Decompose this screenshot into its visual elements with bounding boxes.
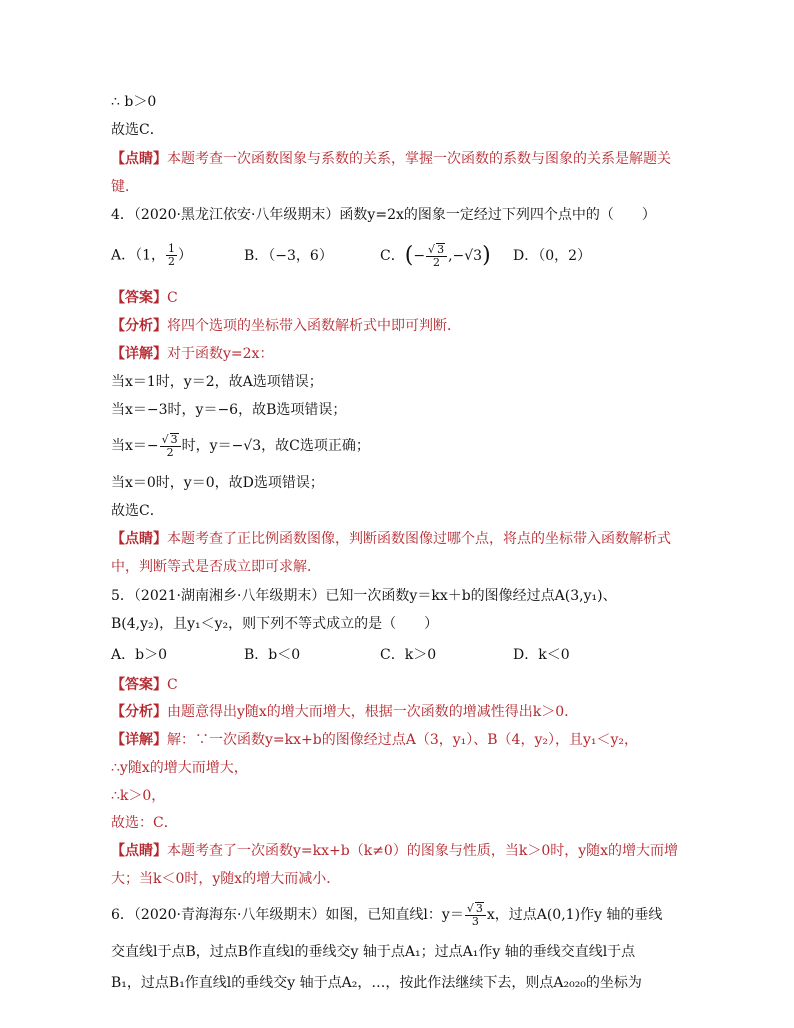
q4-option-c: C．(− $\frac{√ 3}{2}$ ,−√3) [380,243,491,269]
q4-option-d: D．（0，2） [513,248,592,264]
q5-option-b: B．b＜0 [244,647,301,663]
q4-option-a: A．（1， $\frac{1}{2}$ ） [111,242,193,268]
q5-stem-line-1: 5．（2021·湖南湘乡·八年级期末）已知一次函数y＝kx＋b的图像经过点A(3,y₁)、 [111,588,617,604]
comment-text: 本题考查一次函数图象与系数的关系，掌握一次函数的系数与图象的关系是解题关 [167,151,671,167]
prev-choose-line: 故选C． [111,122,164,138]
q5-detail: 【详解】解：∵一次函数y=kx+b的图像经过点A（3，y₁）、B（4，y₂），且y₁＜y₂， [111,732,639,748]
q4-answer: 【答案】C [111,290,178,306]
q6-stem-line-1: 6．（2020·青海海东·八年级期末）如图，已知直线l：y＝ $\frac{√ 3}{3}$ x，过点A(0,1)作y 轴的垂线 [111,902,663,928]
fraction: $\frac{√ 3}{3}$ [465,902,486,928]
q4-comment-line-2: 中，判断等式是否成立即可求解． [111,559,321,575]
q5-detail-line-2: ∴k＞0， [111,788,166,804]
q5-stem-line-2: B(4,y₂)，且y₁＜y₂，则下列不等式成立的是（ ） [111,616,439,632]
q4-detail-line-1: 当x＝1时，y＝2，故A选项错误； [111,374,323,390]
q4-detail-line-3: 当x＝− $\frac{√ 3}{2}$ 时，y＝−√3，故C选项正确； [111,433,370,459]
q4-option-b: B．（−3，6） [244,248,333,264]
prev-comment-line-2: 键． [111,179,139,195]
q6-stem-line-3: B₁，过点B₁作直线l的垂线交y 轴于点A₂，…，按此作法继续下去，则点A₂₀₂₀的坐标为 [111,975,642,991]
q4-choose: 故选C． [111,503,164,519]
q5-comment-line-2: 大；当k＜0时，y随x的增大而减小． [111,871,341,887]
q5-option-d: D．k＜0 [513,647,570,663]
comment-tag: 【点睛】 [111,151,167,167]
fraction: $\frac{√ 3}{2}$ [426,243,447,269]
q5-answer: 【答案】C [111,677,178,693]
q5-comment-line-1: 【点睛】本题考查了一次函数y=kx+b（k≠0）的图象与性质，当k＞0时，y随x的增大而增 [111,843,679,859]
therefore-b-line: ∴ b＞0 [111,94,157,110]
q5-detail-line-1: ∴y随x的增大而增大， [111,760,248,776]
q5-choose: 故选：C． [111,815,178,831]
fraction: $\frac{√ 3}{2}$ [160,433,181,459]
q5-option-a: A．b＞0 [111,647,167,663]
q5-option-c: C．k＞0 [380,647,437,663]
fraction: $\frac{1}{2}$ [168,242,176,268]
q4-detail-line-4: 当x＝0时，y＝0，故D选项错误； [111,475,324,491]
q4-comment-line-1: 【点睛】本题考查了正比例函数图像，判断函数图像过哪个点，将点的坐标带入函数解析式 [111,531,671,547]
q4-detail-line-2: 当x＝−3时，y＝−6，故B选项错误； [111,402,347,418]
q4-detail: 【详解】对于函数y=2x： [111,346,274,362]
q4-stem: 4．（2020·黑龙江依安·八年级期末）函数y=2x的图象一定经过下列四个点中的（ ） [111,207,656,223]
q6-stem-line-2: 交直线l于点B，过点B作直线l的垂线交y 轴于点A₁；过点A₁作y 轴的垂线交直线l于点 [111,944,636,960]
prev-comment-line-1 [111,150,671,168]
q4-analysis: 【分析】将四个选项的坐标带入函数解析式中即可判断． [111,318,461,334]
q5-analysis: 【分析】由题意得出y随x的增大而增大，根据一次函数的增减性得出k＞0． [111,704,579,720]
